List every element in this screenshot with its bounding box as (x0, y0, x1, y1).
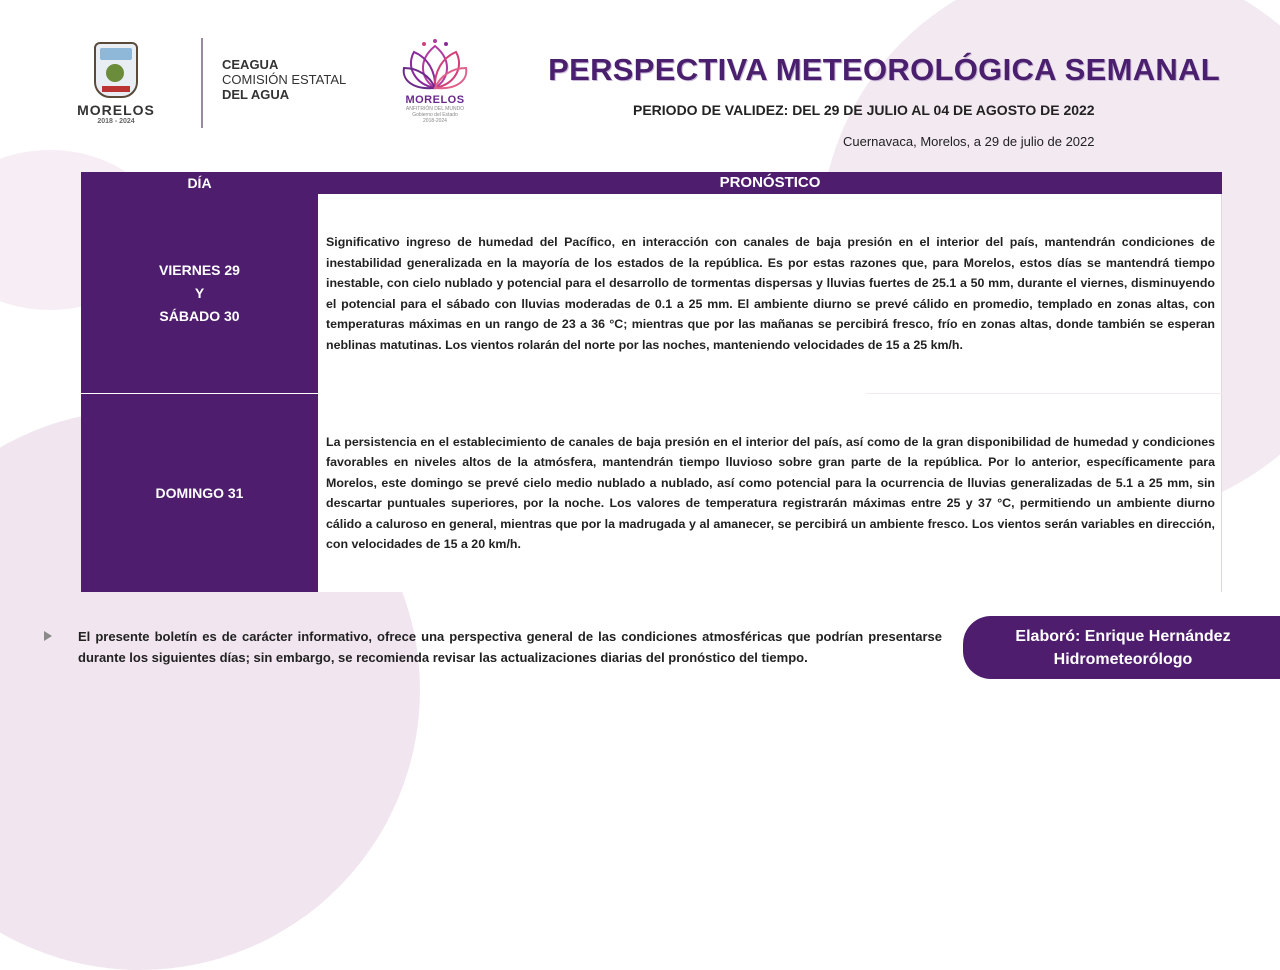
validity-period: PERIODO DE VALIDEZ: DEL 29 DE JULIO AL 04 DE AGOSTO DE 2022 (633, 102, 1095, 118)
forecast-cell (318, 394, 1222, 592)
day-label: VIERNES 29 (159, 262, 240, 278)
flower-logo-sub1: Gobierno del Estado (412, 112, 458, 118)
day-label: DOMINGO 31 (155, 484, 244, 501)
author-badge (963, 616, 1280, 679)
column-header-day: DÍA (81, 172, 318, 194)
day-cell (81, 394, 318, 592)
header-divider (201, 38, 203, 128)
morelos-flower-logo (395, 38, 475, 124)
morelos-seal-icon (94, 42, 138, 98)
agency-name (222, 57, 346, 102)
morelos-logo-name: MORELOS (77, 102, 155, 118)
flower-logo-name: MORELOS (405, 94, 465, 106)
morelos-logo-years: 2018 - 2024 (97, 118, 135, 125)
table-row (81, 394, 1222, 592)
column-header-forecast: PRONÓSTICO (318, 172, 1222, 194)
table-header-row (81, 172, 1222, 194)
agency-line3: DEL AGUA (222, 87, 290, 102)
disclaimer-note: El presente boletín es de carácter informativo, ofrece una perspectiva general de las condiciones atmosféricas que podrían presentarse durante los siguientes días; sin embargo, se recomienda revisar las actualizaciones diarias del pronóstico del tiempo. (78, 629, 942, 665)
morelos-logo (76, 42, 156, 125)
author-name: Elaboró: Enrique Hernández (1015, 627, 1231, 645)
place-date: Cuernavaca, Morelos, a 29 de julio de 2022 (843, 134, 1095, 149)
forecast-table (81, 172, 1222, 592)
flower-logo-tagline: ANFITRIÓN DEL MUNDO (405, 106, 465, 112)
agency-acronym: CEAGUA (222, 57, 279, 72)
agency-line2: COMISIÓN ESTATAL (222, 72, 347, 87)
page-title: PERSPECTIVA METEOROLÓGICA SEMANAL (548, 52, 1220, 87)
author-role: Hidrometeorólogo (1053, 650, 1193, 668)
triangle-bullet-icon (44, 631, 52, 641)
flower-logo-icon (400, 38, 470, 96)
day-label: SÁBADO 30 (159, 308, 240, 324)
flower-logo-sub2: 2018-2024 (423, 118, 447, 124)
forecast-text: Significativo ingreso de humedad del Pacífico, en interacción con canales de baja presión en el interior del país, mantendrán condiciones de inestabilidad generalizada en la mayoría de los estados de la república. Es por estas razones que, para Morelos, estos días se mantendrá tiempo inestable, con cielo nublado y potencial para el desarrollo de tormentas dispersas y lluvias fuertes de 25.1 a 50 mm, durante el viernes, disminuyendo el potencial para el sábado con lluvias moderadas de 0.1 a 25 mm. El ambiente diurno se prevé cálido en promedio, templado en zonas altas, con temperaturas máximas en un rango de 23 a 36 °C; mientras que por las mañanas se percibirá fresco, frío en zonas altas, donde también se esperan neblinas matutinas. Los vientos rolarán del norte por las noches, manteniendo velocidades de 15 a 25 km/h. (326, 235, 1215, 352)
day-cell (81, 194, 318, 393)
forecast-text: La persistencia en el establecimiento de canales de baja presión en el interior del país, así como de la gran disponibilidad de humedad y condiciones favorables en niveles altos de la atmósfera, mantendrán tiempo lluvioso sobre gran parte de la república. Por lo anterior, específicamente para Morelos, este domingo se prevé cielo medio nublado a nublado, así como potencial para la ocurrencia de lluvias generalizadas de 5.1 a 25 mm, sin descartar puntuales superiores, por la noche. Los valores de temperatura registrarán máximas entre 25 y 37 °C, permitiendo un ambiente diurno cálido a caluroso en general, mientras que por la madrugada y al amanecer, se percibirá un ambiente fresco. Los vientos serán variables en dirección, con velocidades de 15 a 20 km/h. (326, 434, 1215, 551)
day-conjunction: Y (194, 285, 205, 301)
table-row (81, 194, 1222, 393)
forecast-cell (318, 194, 1222, 393)
